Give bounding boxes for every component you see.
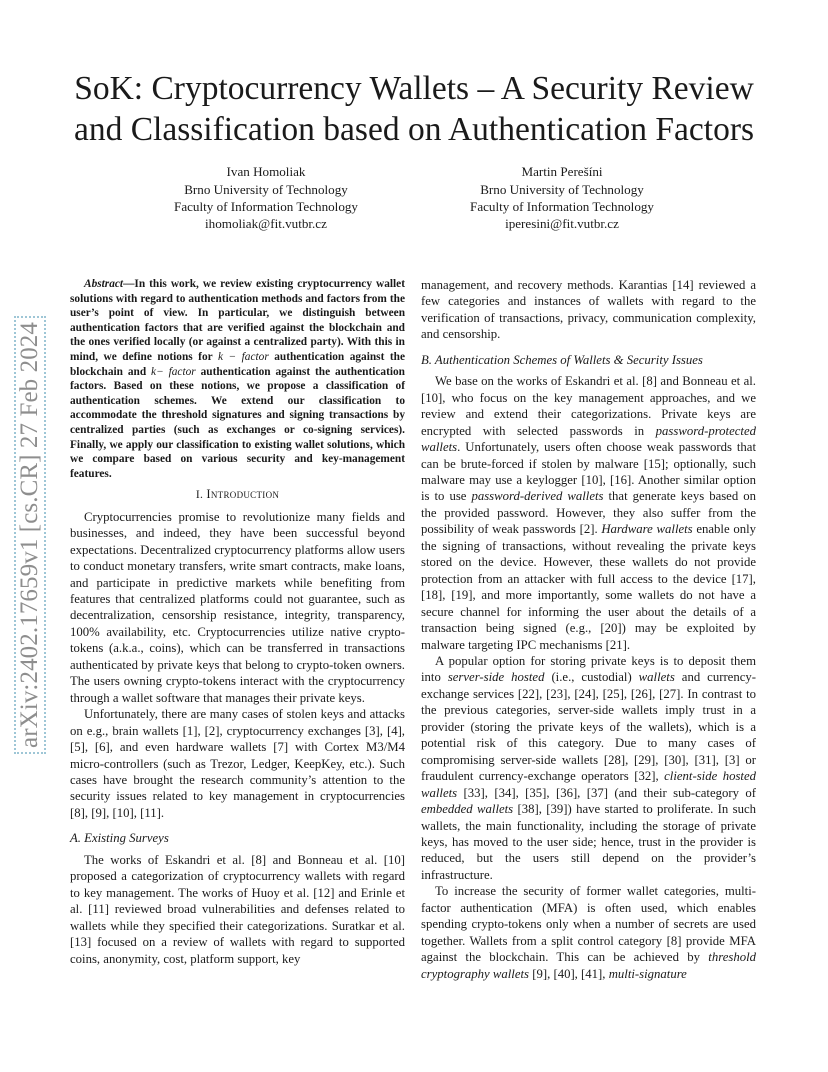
left-column [70,277,405,967]
author-email[interactable]: iperesini@fit.vutbr.cz [505,216,619,231]
paragraph: Unfortunately, there are many cases of stolen keys and attacks on e.g., brain wallets [1], [2], cryptocurrency exchanges [3], [4], [5], [6], and even hardware wallets [7] with Cortex M3/M4 micro-controllers (such as Trezor, Ledger, KeepKey, etc.). Such cases have brought the research community’s attention to the security issues related to key management in cryptocurrencies [8], [9], [10], [11]. [70,707,405,820]
title-line-2: and Classification based on Authentication Factors [73,111,755,148]
title-line-1: SoK: Cryptocurrency Wallets – A Security Review [74,70,754,107]
author-name: Ivan Homoliak [226,164,306,179]
paragraph: Cryptocurrencies promise to revolutionize many fields and businesses, and indeed, they have been successful beyond expectations. Decentralized cryptocurrency platforms allow users to conduct monetary transfers, write smart contracts, make loans, and participate in predictive markets while benefiting from features that centralized platforms could not guarantee, such as decentralization, censorship resistance, integrity, transparency, 100% availability, etc. Cryptocurrencies utilize native crypto-tokens (a.k.a., coins), which can be transferred in transactions authenticated by private keys that belong to crypto-token owners. The users owning crypto-tokens interact with the cryptocurrency through a wallet software that manages their private keys. [70,509,405,705]
author-affiliation: Brno University of Technology [184,182,348,197]
math-k-factor: k− factor [151,365,196,378]
section-heading-introduction: I. Introduction [195,487,280,502]
math-k-factor: k − factor [217,350,269,363]
paragraph: We base on the works of Eskandri et al. [8] and Bonneau et al. [10], who focus on the key management approaches, and we review and extend their categorizations. Private keys are encrypted with selected passwords in password-protected wallets. Unfortunately, users often choose weak passwords that can be brute-forced if stolen by malware [15]; optionally, such malware may use a keylogger [10], [16]. Another similar option is to use password-derived wallets that generate keys based on the provided password. However, they also suffer from the possibility of weak passwords [2]. Hardware wallets enable only the signing of transactions, without revealing the private keys stored on the device. However, these wallets do not provide protection from an attacker with full access to the device [17], [18], [19], and more importantly, some wallets do not have a secure channel for informing the user about the details of a transaction being signed (e.g., [20]) may be exploited by malware targeting IPC mechanisms [21]. [421,374,756,652]
author-affiliation: Brno University of Technology [480,182,644,197]
author-email[interactable]: ihomoliak@fit.vutbr.cz [205,216,327,231]
subsection-heading-existing-surveys: A. Existing Surveys [70,831,169,846]
author-affiliation: Faculty of Information Technology [470,199,654,214]
paragraph: To increase the security of former wallet categories, multi-factor authentication (MFA) is often used, which enables spending crypto-tokens only when a number of secrets are used together. Wallets from a split control category [8] provide MFA against the blockchain. This can be achieved by threshold cryptography wallets [9], [40], [41], multi-signature [421,884,756,981]
author-name: Martin Perešíni [521,164,603,179]
arxiv-stamp[interactable]: arXiv:2402.17659v1 [cs.CR] 27 Feb 2024 [16,322,43,748]
paragraph: A popular option for storing private keys is to deposit them into server-side hosted (i.e., custodial) wallets and currency-exchange services [22], [23], [24], [25], [26], [27]. In contrast to the previous categories, server-side wallets imply trust in a provider (storing the private keys of the wallets), which is a potential risk of this category. Due to many cases of compromising server-side wallets [28], [29], [30], [31], [3] or fraudulent currency-exchange operators [32], client-side hosted wallets [33], [34], [35], [36], [37] (and their sub-category of embedded wallets [38], [39]) have started to proliferate. In such wallets, the main functionality, including the storage of private keys, has moved to the user side; hence, trust in the provider is reduced, but the users still depend on the provider’s infrastructure. [421,653,756,882]
paragraph: management, and recovery methods. Karantias [14] reviewed a few categories and instances of wallets with regard to the verification of transactions, privacy, communication complexity, and censorship. [421,278,756,342]
paper-title [40,68,788,150]
abstract-label: Abstract [84,278,124,290]
author-2 [412,163,712,232]
paragraph: The works of Eskandri et al. [8] and Bonneau et al. [10] proposed a categorization of cryptocurrency wallets with regard to key management. The works of Huoy et al. [12] and Erinle et al. [11] reviewed broad vulnerabilities and defenses related to wallets while they specified their categorizations. Suratkar et al. [13] focused on a review of wallets with regard to supported coins, anonymity, cost, platform support, key [70,852,405,966]
abstract: Abstract—In this work, we review existing cryptocurrency wallet solutions with regard to authentication methods and factors from the user’s point of view. In particular, we distinguish between authentication factors that are verified against the blockchain and the ones verified locally (or against a centralized party). With this in mind, we define notions for k − factor authentication against the blockchain and k− factor authentication against the authentication factors. Based on these notions, we propose a classification of authentication schemes. We extend our classification to accommodate the threshold signatures and signing transactions by centralized parties (such as exchanges or co-signing services). Finally, we apply our classification to existing wallet solutions, which we compare based on various security and key-management features. [70,278,405,480]
author-affiliation: Faculty of Information Technology [174,199,358,214]
author-1 [116,163,416,232]
right-column [421,277,756,982]
subsection-heading-auth-schemes: B. Authentication Schemes of Wallets & Security Issues [421,352,703,367]
